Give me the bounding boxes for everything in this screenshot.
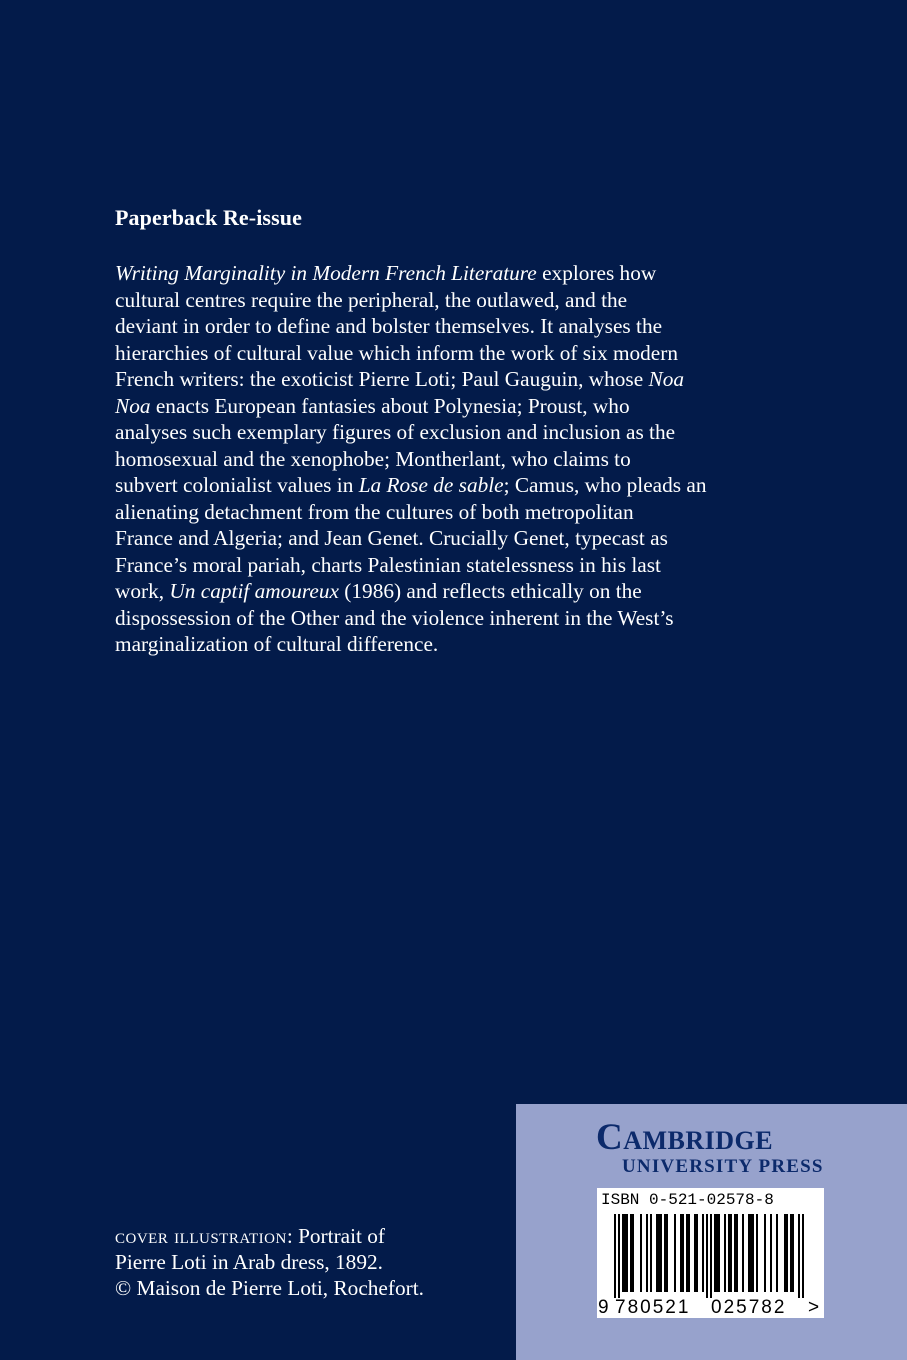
blurb-title-italic: La Rose de sable — [358, 473, 504, 497]
barcode-bar — [756, 1214, 758, 1292]
barcode-bars — [614, 1214, 804, 1298]
credit-line-1-text: : Portrait of — [286, 1224, 386, 1248]
blurb-line — [115, 578, 775, 605]
blurb-title-italic: Noa — [115, 393, 151, 418]
barcode-bar — [630, 1214, 632, 1292]
barcode-bar — [734, 1214, 736, 1292]
barcode-bar — [776, 1214, 778, 1292]
barcode-bar — [686, 1214, 688, 1292]
blurb-line — [115, 525, 775, 552]
blurb-line — [115, 446, 775, 473]
barcode-bar — [688, 1214, 690, 1292]
blurb-run: hierarchies of cultural value which inform the work of six modern — [115, 340, 679, 365]
barcode-bar — [632, 1214, 634, 1292]
barcode-bar — [702, 1214, 704, 1292]
blurb-run: deviant in order to define and bolster themselves. It analyses the — [115, 314, 663, 338]
barcode-bar — [660, 1214, 662, 1292]
barcode-bar — [656, 1214, 658, 1292]
blurb-text — [115, 260, 775, 658]
blurb-run: alienating detachment from the cultures of both metropolitan — [115, 499, 634, 524]
barcode-bar — [710, 1214, 712, 1298]
credit-line-2: Pierre Loti in Arab dress, 1892. — [115, 1250, 383, 1274]
blurb-line — [115, 393, 775, 420]
barcode-bar — [770, 1214, 772, 1292]
barcode-bar — [790, 1214, 792, 1292]
barcode-bar — [614, 1214, 616, 1298]
blurb-run: cultural centres require the peripheral, the outlawed, and the — [115, 287, 628, 312]
barcode-bar — [714, 1214, 716, 1292]
barcode-bar — [694, 1214, 696, 1292]
blurb-run: (1986) and reflects ethically on the — [338, 579, 642, 603]
barcode-bar — [792, 1214, 794, 1292]
blurb-line — [115, 605, 775, 632]
blurb-run: marginalization of cultural difference. — [115, 632, 439, 656]
blurb-line — [115, 472, 775, 499]
blurb-title-italic: Un captif amoureux — [169, 579, 339, 603]
blurb-title-italic: Writing Marginality in Modern French Literature — [115, 261, 537, 285]
barcode-bar — [786, 1214, 788, 1292]
credit-label: cover illustration — [115, 1224, 287, 1248]
isbn-barcode — [597, 1188, 824, 1318]
isbn-label: ISBN 0-521-02578-8 — [601, 1191, 774, 1209]
barcode-bar — [682, 1214, 684, 1292]
blurb-line — [115, 313, 775, 340]
barcode-bar — [728, 1214, 730, 1292]
blurb-run: France’s moral pariah, charts Palestinian statelessness in his last — [115, 552, 661, 577]
barcode-bar — [798, 1214, 800, 1298]
blurb-title-italic: Noa — [648, 367, 685, 391]
barcode-bar — [764, 1214, 766, 1292]
blurb-line — [115, 340, 775, 367]
barcode-bar — [784, 1214, 786, 1292]
barcode-bar — [640, 1214, 642, 1292]
blurb-line — [115, 499, 775, 526]
barcode-bar — [730, 1214, 732, 1292]
barcode-bar — [626, 1214, 628, 1292]
barcode-bar — [646, 1214, 648, 1292]
publisher-subtitle: UNIVERSITY PRESS — [622, 1156, 824, 1177]
barcode-bar — [664, 1214, 666, 1292]
barcode-bar — [622, 1214, 624, 1292]
barcode-bar — [696, 1214, 698, 1292]
barcode-bar — [624, 1214, 626, 1292]
blurb-line — [115, 419, 775, 446]
blurb-run: France and Algeria; and Jean Genet. Crucially Genet, typecast as — [115, 526, 668, 550]
barcode-bar — [666, 1214, 668, 1292]
barcode-arrow: > — [808, 1297, 820, 1318]
barcode-bar — [752, 1214, 754, 1292]
credit-line-1 — [115, 1223, 424, 1249]
blurb-run: analyses such exemplary figures of exclusion and inclusion as the — [115, 420, 676, 444]
publisher-panel — [516, 1104, 907, 1360]
barcode-bar — [618, 1214, 620, 1298]
blurb-run: subvert colonialist values in — [115, 473, 359, 497]
barcode-bar — [650, 1214, 652, 1292]
barcode-first-digit: 9 — [598, 1297, 609, 1318]
blurb-run: dispossession of the Other and the violence inherent in the West’s — [115, 605, 674, 630]
barcode-bar — [718, 1214, 720, 1292]
section-heading: Paperback Re-issue — [115, 205, 302, 230]
barcode-bar — [680, 1214, 682, 1292]
barcode-bar — [748, 1214, 750, 1292]
blurb-run: French writers: the exoticist Pierre Loti; Paul Gauguin, whose — [115, 367, 649, 391]
publisher-name: Cambridge — [596, 1117, 774, 1158]
blurb-line — [115, 366, 775, 393]
blurb-line — [115, 287, 775, 314]
barcode-bar — [724, 1214, 726, 1292]
blurb-run: enacts European fantasies about Polynesia; Proust, who — [150, 393, 630, 418]
barcode-graphic — [597, 1188, 824, 1318]
barcode-bar — [706, 1214, 708, 1298]
blurb-run: explores how — [536, 261, 657, 285]
barcode-bar — [802, 1214, 804, 1298]
barcode-bar — [736, 1214, 738, 1292]
credit-line-3: © Maison de Pierre Loti, Rochefort. — [115, 1276, 424, 1300]
blurb-line — [115, 260, 775, 287]
barcode-bar — [716, 1214, 718, 1292]
barcode-bar — [742, 1214, 744, 1292]
blurb-line — [115, 552, 775, 579]
blurb-run: ; Camus, who pleads an — [503, 473, 707, 497]
barcode-bar — [674, 1214, 676, 1292]
barcode-bar — [658, 1214, 660, 1292]
barcode-bar — [750, 1214, 752, 1292]
barcode-right-digits: 025782 — [711, 1297, 787, 1318]
blurb-run: homosexual and the xenophobe; Montherlant, who claims to — [115, 446, 631, 471]
cover-credit — [115, 1223, 424, 1301]
blurb-run: work, — [115, 579, 170, 603]
barcode-left-digits: 780521 — [615, 1297, 691, 1318]
blurb-line — [115, 631, 775, 658]
